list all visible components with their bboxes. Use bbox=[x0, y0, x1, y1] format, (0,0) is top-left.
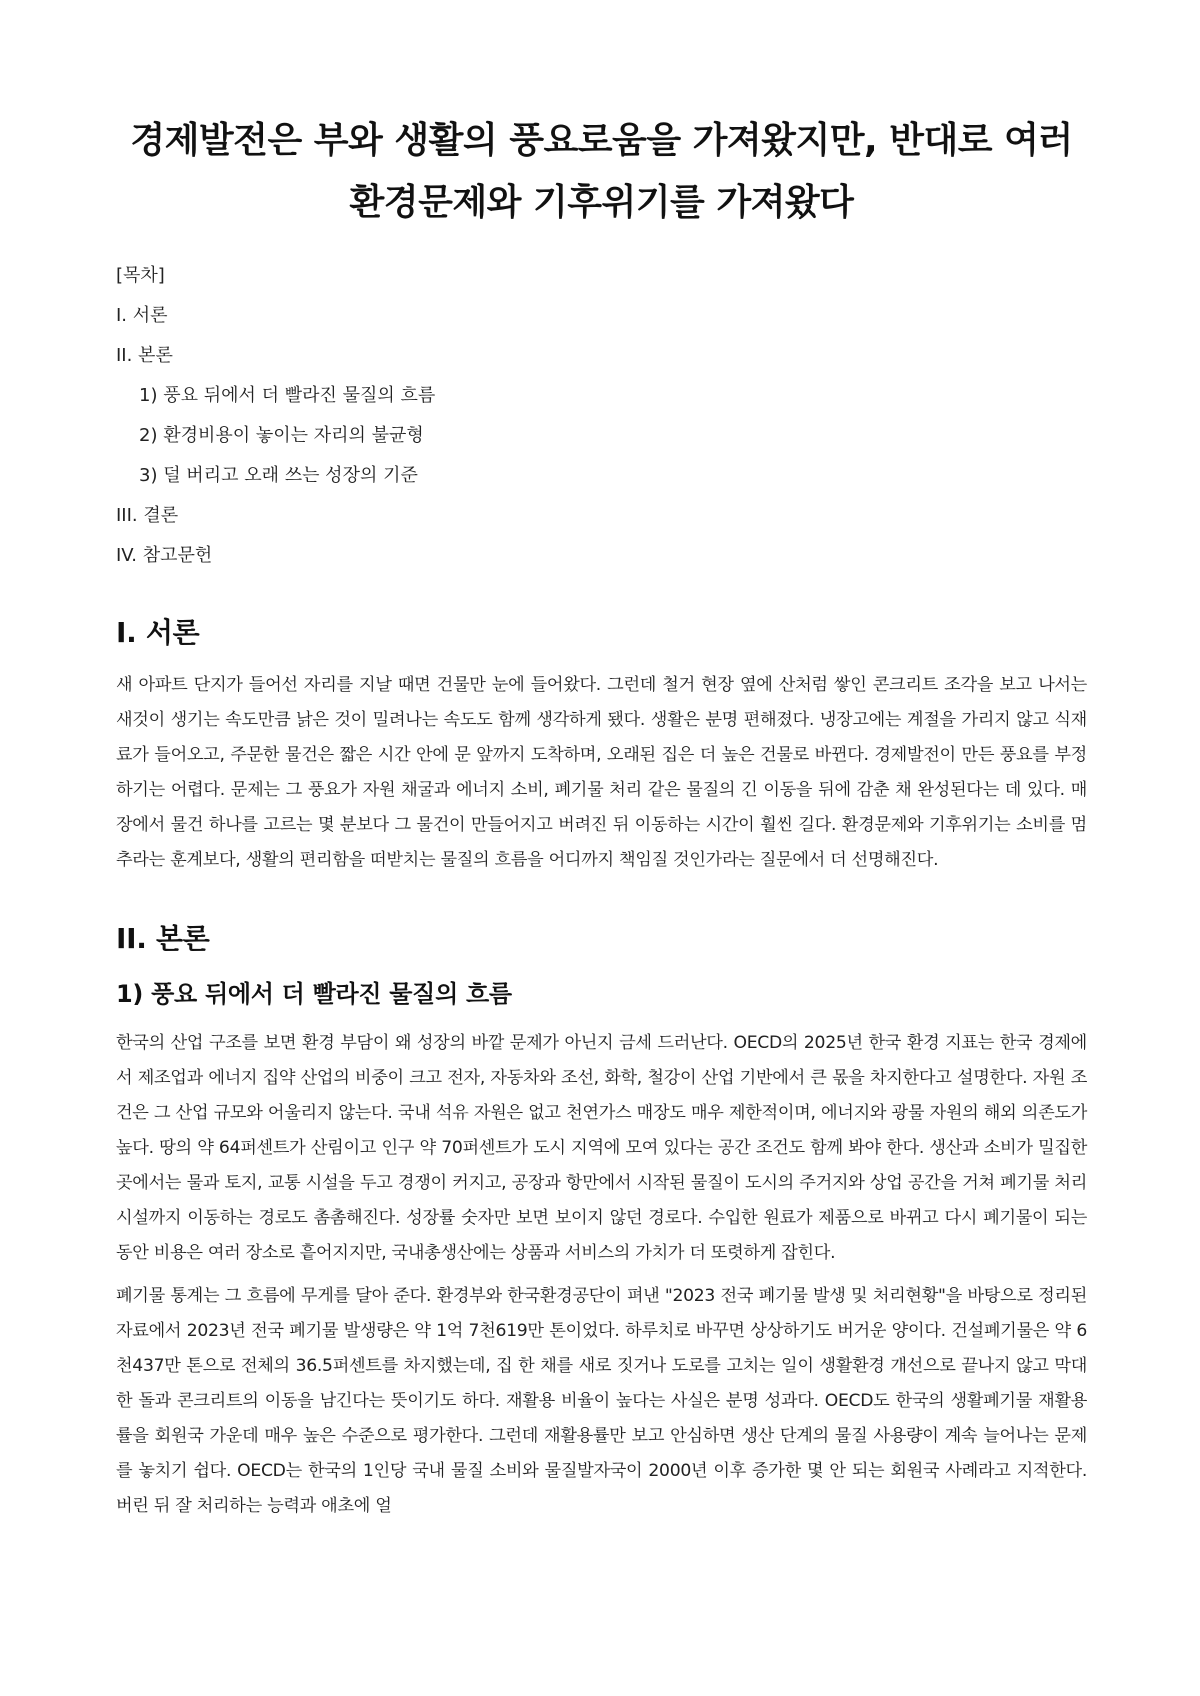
toc-item-conclusion: III. 결론 bbox=[116, 505, 179, 526]
body-heading: II. 본론 bbox=[116, 922, 210, 955]
subsection-1-heading: 1) 풍요 뒤에서 더 빨라진 물질의 흐름 bbox=[116, 980, 512, 1008]
toc-item-references: IV. 참고문헌 bbox=[116, 545, 213, 566]
toc-item-body-sub-1: 1) 풍요 뒤에서 더 빨라진 물질의 흐름 bbox=[139, 385, 436, 406]
toc-item-body-sub-3: 3) 덜 버리고 오래 쓰는 성장의 기준 bbox=[139, 465, 418, 486]
introduction-section bbox=[116, 612, 1087, 878]
toc-item-body-sub-2: 2) 환경비용이 놓이는 자리의 불균형 bbox=[139, 425, 424, 446]
subsection-1-paragraph-1: 한국의 산업 구조를 보면 환경 부담이 왜 성장의 바깥 문제가 아닌지 금세 드러난다. OECD의 2025년 한국 환경 지표는 한국 경제에서 제조업과 에너지 집약 산업의 비중이 크고 전자, 자동차와 조선, 화학, 철강이 산업 기반에서 큰 몫을 차지한다고 설명한다. 자원 조건은 그 산업 규모와 어울리지 않는다. 국내 석유 자원은 없고 천연가스 매장도 매우 제한적이며, 에너지와 광물 자원의 해외 의존도가 높다. 땅의 약 64퍼센트가 산림이고 인구 약 70퍼센트가 도시 지역에 모여 있다는 공간 조건도 함께 봐야 한다. 생산과 소비가 밀집한 곳에서는 물과 토지, 교통 시설을 두고 경쟁이 커지고, 공장과 항만에서 시작된 물질이 도시의 주거지와 상업 공간을 거쳐 폐기물 처리시설까지 이동하는 경로도 촘촘해진다. 성장률 숫자만 보면 보이지 않던 경로다. 수입한 원료가 제품으로 바뀌고 다시 폐기물이 되는 동안 비용은 여러 장소로 흩어지지만, 국내총생산에는 상품과 서비스의 가치가 더 또렷하게 잡힌다. bbox=[116, 1033, 1087, 1263]
toc-heading: [목차] bbox=[116, 265, 165, 286]
toc-item-introduction: I. 서론 bbox=[116, 305, 168, 326]
introduction-heading: I. 서론 bbox=[116, 616, 200, 649]
table-of-contents bbox=[116, 256, 1087, 576]
body-subsection-1 bbox=[116, 974, 1087, 1524]
toc-item-body: II. 본론 bbox=[116, 345, 173, 366]
subsection-1-paragraph-2: 폐기물 통계는 그 흐름에 무게를 달아 준다. 환경부와 한국환경공단이 펴낸 "2023 전국 폐기물 발생 및 처리현황"을 바탕으로 정리된 자료에서 2023년 전국 폐기물 발생량은 약 1억 7천619만 톤이었다. 하루치로 바꾸면 상상하기도 버거운 양이다. 건설폐기물은 약 6천437만 톤으로 전체의 36.5퍼센트를 차지했는데, 집 한 채를 새로 짓거나 도로를 고치는 일이 생활환경 개선으로 끝나지 않고 막대한 돌과 콘크리트의 이동을 남긴다는 뜻이기도 하다. 재활용 비율이 높다는 사실은 분명 성과다. OECD도 한국의 생활폐기물 재활용률을 회원국 가운데 매우 높은 수준으로 평가한다. 그런데 재활용률만 보고 안심하면 생산 단계의 물질 사용량이 계속 늘어나는 문제를 놓치기 쉽다. OECD는 한국의 1인당 국내 물질 소비와 물질발자국이 2000년 이후 증가한 몇 안 되는 회원국 사례라고 지적한다. 버린 뒤 잘 처리하는 능력과 애초에 얼 bbox=[116, 1286, 1087, 1516]
document-title: 경제발전은 부와 생활의 풍요로움을 가져왔지만, 반대로 여러 환경문제와 기후위기를 가져왔다 bbox=[130, 120, 1073, 223]
body-section bbox=[116, 918, 1087, 1524]
introduction-paragraph: 새 아파트 단지가 들어선 자리를 지날 때면 건물만 눈에 들어왔다. 그런데 철거 현장 옆에 산처럼 쌓인 콘크리트 조각을 보고 나서는 새것이 생기는 속도만큼 낡은 것이 밀려나는 속도도 함께 생각하게 됐다. 생활은 분명 편해졌다. 냉장고에는 계절을 가리지 않고 식재료가 들어오고, 주문한 물건은 짧은 시간 안에 문 앞까지 도착하며, 오래된 집은 더 높은 건물로 바뀐다. 경제발전이 만든 풍요를 부정하기는 어렵다. 문제는 그 풍요가 자원 채굴과 에너지 소비, 폐기물 처리 같은 물질의 긴 이동을 뒤에 감춘 채 완성된다는 데 있다. 매장에서 물건 하나를 고르는 몇 분보다 그 물건이 만들어지고 버려진 뒤 이동하는 시간이 훨씬 길다. 환경문제와 기후위기는 소비를 멈추라는 훈계보다, 생활의 편리함을 떠받치는 물질의 흐름을 어디까지 책임질 것인가라는 질문에서 더 선명해진다. bbox=[116, 675, 1087, 870]
